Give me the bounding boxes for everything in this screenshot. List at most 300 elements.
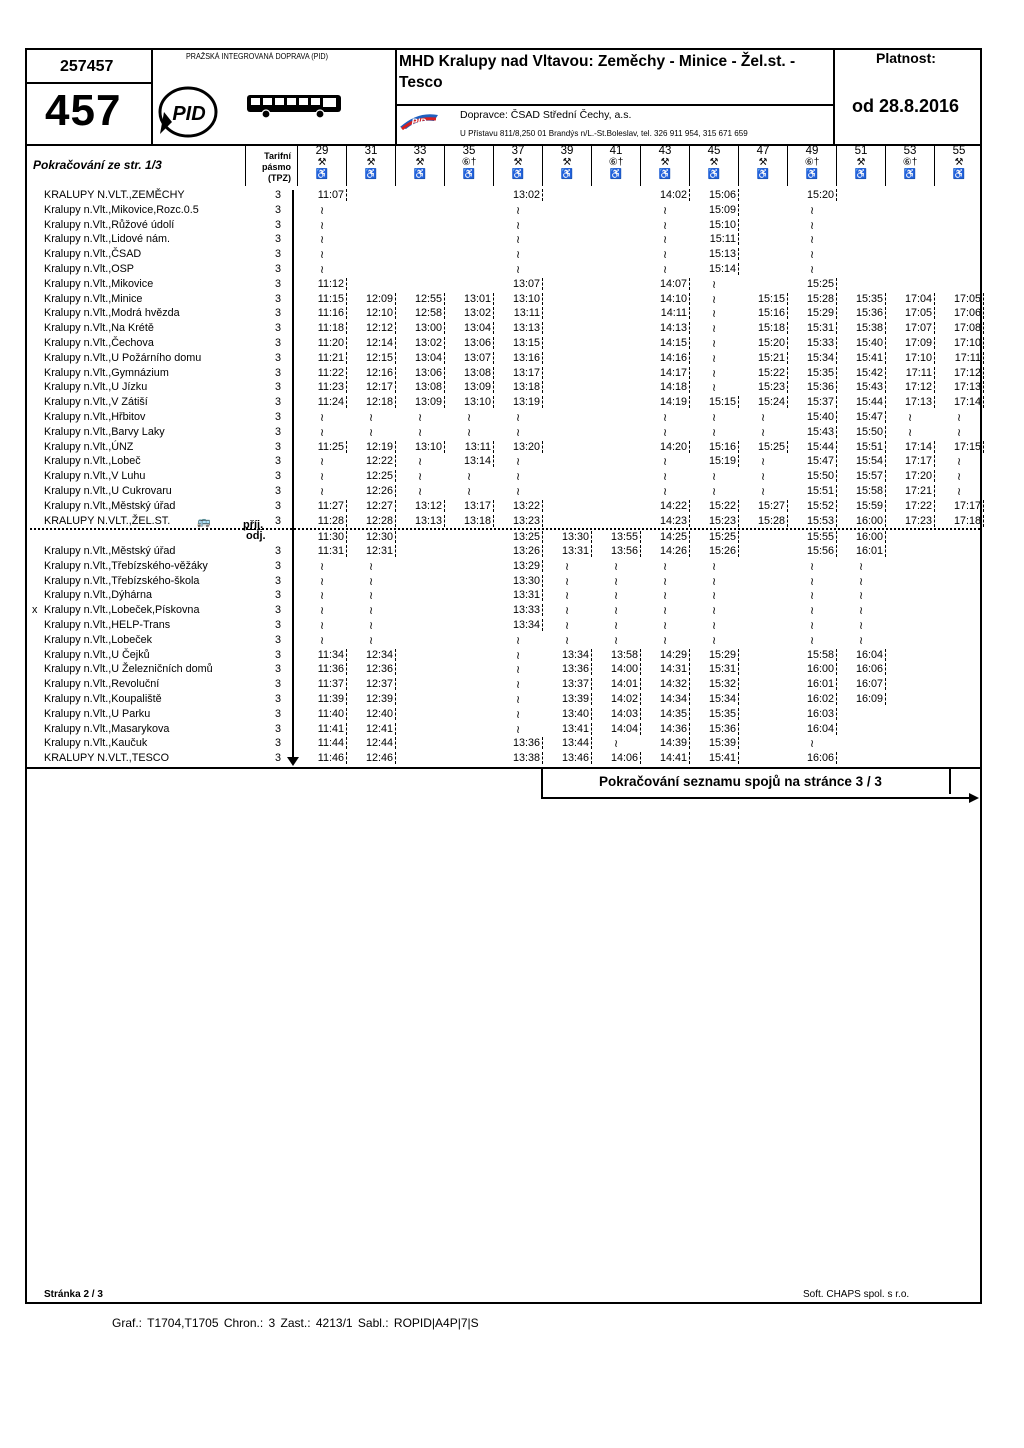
wheelchair-icon: ♿ <box>903 169 917 180</box>
pass-through-icon: ≀ <box>858 605 864 618</box>
wheelchair-icon: ♿ <box>560 169 574 180</box>
departure-time: 15:40 <box>790 411 837 423</box>
operator-org: PRAŽSKÁ INTEGROVANÁ DOPRAVA (PID) <box>186 52 329 61</box>
departure-time: 15:20 <box>790 189 837 201</box>
pass-through-icon: ≀ <box>662 590 668 603</box>
pass-through-icon: ≀ <box>711 308 717 321</box>
departure-time: 15:54 <box>839 455 886 467</box>
departure-time: 15:43 <box>839 381 886 393</box>
pass-through-icon: ≀ <box>319 486 325 498</box>
trip-header <box>543 145 591 181</box>
departure-time: 17:12 <box>888 381 935 393</box>
departure-time: 15:15 <box>692 396 739 408</box>
pass-through-icon: ≀ <box>515 634 521 647</box>
hammer-pick-icon: ⚒ <box>317 157 327 168</box>
pass-through-icon: ≀ <box>319 634 325 647</box>
pass-through-icon: ≀ <box>613 590 619 603</box>
departure-time: 16:00 <box>790 663 837 675</box>
column-divider <box>542 146 543 186</box>
column-divider <box>738 146 739 186</box>
pass-through-icon: ≀ <box>319 620 325 632</box>
zone-value: 3 <box>274 351 281 364</box>
zone-header-line: Tarifní <box>264 151 291 161</box>
direction-arrow-down-icon <box>287 757 299 766</box>
departure-time: 16:00 <box>839 515 886 527</box>
departure-time: 15:40 <box>839 337 886 349</box>
departure-time: 15:36 <box>839 307 886 319</box>
wheelchair-icon: ♿ <box>511 169 525 180</box>
departure-time: 13:01 <box>447 293 494 305</box>
zone-header-line: pásmo <box>261 162 291 172</box>
departure-time: 13:39 <box>545 693 592 705</box>
departure-time: 13:07 <box>447 352 494 364</box>
departure-time: 15:59 <box>839 500 886 512</box>
pass-through-icon: ≀ <box>760 486 766 498</box>
zone-value: 3 <box>274 737 281 750</box>
departure-time: 15:13 <box>692 248 739 260</box>
departure-time: 12:15 <box>349 352 396 364</box>
stop-name: Kralupy n.Vlt.,U Požárního domu <box>44 351 202 364</box>
departure-time: 15:15 <box>741 293 788 305</box>
zone-value: 3 <box>274 189 281 201</box>
departure-time: 14:31 <box>643 663 690 675</box>
wheelchair-icon: ♿ <box>658 169 672 180</box>
departure-time: 12:18 <box>349 396 396 408</box>
pass-through-icon: ≀ <box>809 590 815 603</box>
zone-value: 3 <box>274 514 281 527</box>
trip-number: 33 <box>413 145 427 157</box>
departure-time: 15:36 <box>790 381 837 393</box>
stop-name: Kralupy n.Vlt.,Kaučuk <box>44 737 148 750</box>
pass-through-icon: ≀ <box>711 278 717 291</box>
pass-through-icon: ≀ <box>564 634 570 647</box>
departure-time: 17:22 <box>888 500 935 512</box>
pass-through-icon: ≀ <box>809 738 815 751</box>
departure-time: 11:21 <box>300 352 347 364</box>
circled-six-cross-icon: ⑥† <box>608 157 624 168</box>
zone-value: 3 <box>274 233 281 246</box>
departure-time: 14:06 <box>594 752 641 764</box>
column-divider <box>934 146 935 186</box>
pass-through-icon: ≀ <box>368 590 374 603</box>
departure-time: 13:02 <box>398 337 445 349</box>
departure-time: 14:41 <box>643 752 690 764</box>
departure-time: 14:03 <box>594 708 641 720</box>
departure-time: 14:02 <box>594 693 641 705</box>
departure-time: 16:06 <box>839 663 886 675</box>
departure-time: 14:00 <box>594 663 641 675</box>
departure-time: 15:23 <box>692 515 739 527</box>
departure-time: 15:57 <box>839 470 886 482</box>
pass-through-icon: ≀ <box>515 471 521 484</box>
departure-time: 13:10 <box>447 396 494 408</box>
stop-name: Kralupy n.Vlt.,Lidové nám. <box>44 233 171 246</box>
departure-time: 13:06 <box>447 337 494 349</box>
departure-time: 15:16 <box>741 307 788 319</box>
departure-time: 17:05 <box>937 293 984 305</box>
pass-through-icon: ≀ <box>809 620 815 632</box>
departure-time: 17:04 <box>888 293 935 305</box>
departure-time: 13:34 <box>496 619 543 631</box>
pass-through-icon: ≀ <box>662 620 668 632</box>
pass-through-icon: ≀ <box>319 426 325 439</box>
pass-through-icon: ≀ <box>319 456 325 469</box>
pass-through-icon: ≀ <box>711 426 717 439</box>
zone-value: 3 <box>274 396 281 409</box>
departure-time: 16:01 <box>839 545 886 557</box>
pass-through-icon: ≀ <box>711 605 717 618</box>
zone-value: 3 <box>274 366 281 379</box>
departure-time: 15:19 <box>692 455 739 467</box>
departure-time: 17:11 <box>937 352 984 364</box>
continued-from: Pokračování ze str. 1/3 <box>33 158 162 172</box>
zone-value: 3 <box>274 248 281 261</box>
pass-through-icon: ≀ <box>368 605 374 618</box>
departure-time: 13:40 <box>545 708 592 720</box>
pass-through-icon: ≀ <box>368 412 374 424</box>
pass-through-icon: ≀ <box>809 634 815 647</box>
zone-value: 3 <box>274 440 281 453</box>
pass-through-icon: ≀ <box>956 486 962 498</box>
stop-name: Kralupy n.Vlt.,OSP <box>44 263 135 275</box>
line-code: 257457 <box>60 58 114 75</box>
departure-time: 15:44 <box>839 396 886 408</box>
departure-time: 12:28 <box>349 515 396 527</box>
trip-number: 35 <box>462 145 476 157</box>
departure-time: 15:47 <box>839 411 886 423</box>
pass-through-icon: ≀ <box>858 634 864 647</box>
stop-name: KRALUPY N.VLT.,ZEMĚCHY <box>44 189 185 201</box>
pass-through-icon: ≀ <box>466 426 472 439</box>
departure-time: 17:13 <box>937 381 984 393</box>
stop-name: Kralupy n.Vlt.,Třebízského-věžáky <box>44 559 208 572</box>
departure-time: 15:34 <box>692 693 739 705</box>
departure-time: 13:08 <box>447 367 494 379</box>
departure-time: 13:46 <box>545 752 592 764</box>
pass-through-icon: ≀ <box>662 471 668 484</box>
departure-time: 15:50 <box>839 426 886 438</box>
pass-through-icon: ≀ <box>319 590 325 603</box>
pass-through-icon: ≀ <box>711 634 717 647</box>
departure-time: 15:55 <box>790 531 837 543</box>
departure-time: 14:39 <box>643 737 690 749</box>
trip-number: 31 <box>364 145 378 157</box>
pass-through-icon: ≀ <box>515 204 521 217</box>
pass-through-icon: ≀ <box>417 486 423 498</box>
pass-through-icon: ≀ <box>515 264 521 276</box>
departure-time: 12:10 <box>349 307 396 319</box>
pass-through-icon: ≀ <box>809 264 815 276</box>
column-divider <box>444 146 445 186</box>
hammer-pick-icon: ⚒ <box>415 157 425 168</box>
departure-time: 13:29 <box>496 560 543 572</box>
pass-through-icon: ≀ <box>319 219 325 232</box>
stop-name: Kralupy n.Vlt.,HELP-Trans <box>44 619 171 631</box>
departure-time: 13:34 <box>545 649 592 661</box>
zone-value: 3 <box>274 292 281 305</box>
pass-through-icon: ≀ <box>662 264 668 276</box>
departure-time: 13:07 <box>496 278 543 290</box>
departure-time: 11:23 <box>300 381 347 393</box>
departure-time: 13:00 <box>398 322 445 334</box>
departure-time: 15:44 <box>790 441 837 453</box>
pass-through-icon: ≀ <box>711 338 717 350</box>
departure-time: 12:25 <box>349 470 396 482</box>
pass-through-icon: ≀ <box>319 264 325 276</box>
pass-through-icon: ≀ <box>613 575 619 588</box>
pass-through-icon: ≀ <box>858 590 864 603</box>
stop-name: Kralupy n.Vlt.,Mikovice,Rozc.0.5 <box>44 203 199 216</box>
departure-time: 13:09 <box>447 381 494 393</box>
departure-time: 17:07 <box>888 322 935 334</box>
departure-time: 13:12 <box>398 500 445 512</box>
departure-time: 14:26 <box>643 545 690 557</box>
departure-time: 14:17 <box>643 367 690 379</box>
departure-time: 15:36 <box>692 723 739 735</box>
pass-through-icon: ≀ <box>319 204 325 217</box>
departure-time: 15:41 <box>692 752 739 764</box>
pass-through-icon: ≀ <box>319 471 325 484</box>
pass-through-icon: ≀ <box>564 590 570 603</box>
departure-time: 12:44 <box>349 737 396 749</box>
departure-time: 13:02 <box>496 189 543 201</box>
carrier-name: Dopravce: ČSAD Střední Čechy, a.s. <box>460 109 632 121</box>
pass-through-icon: ≀ <box>662 426 668 439</box>
zone-value: 3 <box>274 218 281 231</box>
stop-name: Kralupy n.Vlt.,U Čejků <box>44 648 150 661</box>
pass-through-icon: ≀ <box>564 575 570 588</box>
departure-time: 11:31 <box>300 545 347 557</box>
departure-time: 13:10 <box>496 293 543 305</box>
departure-time: 15:26 <box>692 545 739 557</box>
zone-value: 3 <box>274 263 281 275</box>
circled-six-cross-icon: ⑥† <box>902 157 918 168</box>
departure-time: 15:28 <box>790 293 837 305</box>
departure-time: 14:36 <box>643 723 690 735</box>
departure-time: 13:15 <box>496 337 543 349</box>
column-divider <box>885 146 886 186</box>
pass-through-icon: ≀ <box>760 426 766 439</box>
departure-time: 15:28 <box>741 515 788 527</box>
bus-icon <box>246 93 342 124</box>
column-divider <box>395 146 396 186</box>
pass-through-icon: ≀ <box>564 605 570 618</box>
pass-through-icon: ≀ <box>515 234 521 247</box>
departure-time: 15:52 <box>790 500 837 512</box>
departure-time: 12:27 <box>349 500 396 512</box>
header-divider <box>396 104 834 106</box>
pass-through-icon: ≀ <box>711 293 717 306</box>
zone-value: 3 <box>274 307 281 320</box>
departure-time: 14:25 <box>643 531 690 543</box>
departure-time: 11:27 <box>300 500 347 512</box>
zone-value: 3 <box>274 203 281 216</box>
departure-time: 13:26 <box>496 545 543 557</box>
departure-time: 12:26 <box>349 485 396 497</box>
hammer-pick-icon: ⚒ <box>709 157 719 168</box>
pass-through-icon: ≀ <box>711 575 717 588</box>
departure-time: 12:58 <box>398 307 445 319</box>
pass-through-icon: ≀ <box>760 456 766 469</box>
departure-time: 11:41 <box>300 723 347 735</box>
stop-name: Kralupy n.Vlt.,Lobeček,Pískovna <box>44 604 200 617</box>
departure-time: 13:44 <box>545 737 592 749</box>
departure-time: 13:33 <box>496 604 543 616</box>
stop-name: Kralupy n.Vlt.,ČSAD <box>44 248 142 261</box>
bus-station-icon: 🚌 <box>197 516 211 528</box>
departure-time: 11:28 <box>300 515 347 527</box>
zone-value: 3 <box>274 411 281 423</box>
stop-name: KRALUPY N.VLT.,TESCO <box>44 752 170 765</box>
pass-through-icon: ≀ <box>515 708 521 721</box>
departure-label: odj. <box>246 530 266 542</box>
departure-time: 13:14 <box>447 455 494 467</box>
departure-time: 17:13 <box>888 396 935 408</box>
pass-through-icon: ≀ <box>662 634 668 647</box>
departure-time: 12:16 <box>349 367 396 379</box>
departure-time: 13:41 <box>545 723 592 735</box>
column-divider <box>346 146 347 186</box>
departure-time: 13:19 <box>496 396 543 408</box>
pass-through-icon: ≀ <box>711 620 717 632</box>
zone-value: 3 <box>274 455 281 468</box>
departure-time: 14:04 <box>594 723 641 735</box>
trip-header <box>445 145 493 181</box>
departure-time: 13:11 <box>447 441 494 453</box>
pass-through-icon: ≀ <box>956 471 962 484</box>
departure-time: 15:38 <box>839 322 886 334</box>
trip-header <box>592 145 640 181</box>
header-divider <box>151 48 153 145</box>
departure-time: 13:02 <box>447 307 494 319</box>
departure-time: 17:20 <box>888 470 935 482</box>
departure-time: 14:18 <box>643 381 690 393</box>
departure-time: 15:14 <box>692 263 739 275</box>
departure-time: 16:04 <box>839 649 886 661</box>
arrow-right-icon <box>969 793 979 803</box>
departure-time: 13:18 <box>447 515 494 527</box>
departure-time: 15:25 <box>741 441 788 453</box>
departure-time: 12:22 <box>349 455 396 467</box>
departure-time: 15:27 <box>741 500 788 512</box>
carrier-address: U Přístavu 811/8,250 01 Brandýs n/L.-St.Boleslav, tel. 326 911 954, 315 671 659 <box>460 128 748 138</box>
validity-label: Platnost: <box>876 50 936 66</box>
departure-time: 11:18 <box>300 322 347 334</box>
departure-time: 17:06 <box>937 307 984 319</box>
pass-through-icon: ≀ <box>417 426 423 439</box>
stop-name: Kralupy n.Vlt.,Lobeč <box>44 455 141 468</box>
departure-time: 12:14 <box>349 337 396 349</box>
zone-value: 3 <box>274 499 281 512</box>
pass-through-icon: ≀ <box>809 605 815 618</box>
departure-time: 15:31 <box>692 663 739 675</box>
departure-time: 15:34 <box>790 352 837 364</box>
departure-time: 15:23 <box>741 381 788 393</box>
departure-time: 15:35 <box>839 293 886 305</box>
pass-through-icon: ≀ <box>760 412 766 424</box>
hammer-pick-icon: ⚒ <box>562 157 572 168</box>
departure-time: 11:44 <box>300 737 347 749</box>
departure-time: 17:10 <box>937 337 984 349</box>
departure-time: 11:16 <box>300 307 347 319</box>
zone-value: 3 <box>274 633 281 646</box>
pass-through-icon: ≀ <box>662 560 668 573</box>
section-separator <box>30 528 980 530</box>
pass-through-icon: ≀ <box>662 249 668 262</box>
departure-time: 13:31 <box>545 545 592 557</box>
circled-six-cross-icon: ⑥† <box>461 157 477 168</box>
departure-time: 14:11 <box>643 307 690 319</box>
line-number: 457 <box>45 86 122 135</box>
pass-through-icon: ≀ <box>515 219 521 232</box>
pass-through-icon: ≀ <box>515 723 521 736</box>
page-number: Stránka 2 / 3 <box>44 1289 103 1300</box>
column-divider <box>836 146 837 186</box>
wheelchair-icon: ♿ <box>315 169 329 180</box>
departure-time: 12:36 <box>349 663 396 675</box>
stop-name: Kralupy n.Vlt.,Na Krétě <box>44 322 154 335</box>
departure-time: 15:37 <box>790 396 837 408</box>
departure-time: 14:10 <box>643 293 690 305</box>
stop-name: Kralupy n.Vlt.,Mikovice <box>44 277 154 290</box>
pass-through-icon: ≀ <box>613 634 619 647</box>
departure-time: 13:17 <box>496 367 543 379</box>
pass-through-icon: ≀ <box>711 367 717 380</box>
departure-time: 15:29 <box>692 649 739 661</box>
pass-through-icon: ≀ <box>809 249 815 262</box>
stop-name: KRALUPY N.VLT.,ŽEL.ST. <box>44 514 171 527</box>
column-divider <box>591 146 592 186</box>
wheelchair-icon: ♿ <box>413 169 427 180</box>
zone-value: 3 <box>274 589 281 602</box>
departure-time: 14:34 <box>643 693 690 705</box>
stop-name: Kralupy n.Vlt.,Růžové údolí <box>44 218 175 231</box>
departure-time: 15:51 <box>790 485 837 497</box>
departure-time: 14:02 <box>643 189 690 201</box>
departure-time: 15:50 <box>790 470 837 482</box>
departure-time: 15:06 <box>692 189 739 201</box>
pass-through-icon: ≀ <box>809 219 815 232</box>
stop-name: Kralupy n.Vlt.,U Jízku <box>44 381 148 394</box>
stop-name: Kralupy n.Vlt.,Hřbitov <box>44 411 146 423</box>
departure-time: 17:08 <box>937 322 984 334</box>
zone-value: 3 <box>274 574 281 587</box>
trip-number: 41 <box>609 145 623 157</box>
pass-through-icon: ≀ <box>662 575 668 588</box>
pass-through-icon: ≀ <box>809 575 815 588</box>
zone-value: 3 <box>274 277 281 290</box>
pass-through-icon: ≀ <box>662 605 668 618</box>
departure-time: 13:37 <box>545 678 592 690</box>
departure-time: 13:06 <box>398 367 445 379</box>
departure-time: 16:09 <box>839 693 886 705</box>
column-divider <box>493 146 494 186</box>
trip-header <box>690 145 738 181</box>
column-divider <box>689 146 690 186</box>
pass-through-icon: ≀ <box>368 634 374 647</box>
departure-time: 15:33 <box>790 337 837 349</box>
pass-through-icon: ≀ <box>956 426 962 439</box>
departure-time: 13:04 <box>447 322 494 334</box>
route-title: MHD Kralupy nad Vltavou: Zeměchy - Minice - Žel.st. - Tesco <box>399 53 796 91</box>
departure-time: 15:16 <box>692 441 739 453</box>
departure-time: 17:09 <box>888 337 935 349</box>
header-divider <box>25 82 152 84</box>
departure-time: 16:00 <box>839 531 886 543</box>
trip-header <box>347 145 395 181</box>
pass-through-icon: ≀ <box>515 679 521 692</box>
pass-through-icon: ≀ <box>613 560 619 573</box>
